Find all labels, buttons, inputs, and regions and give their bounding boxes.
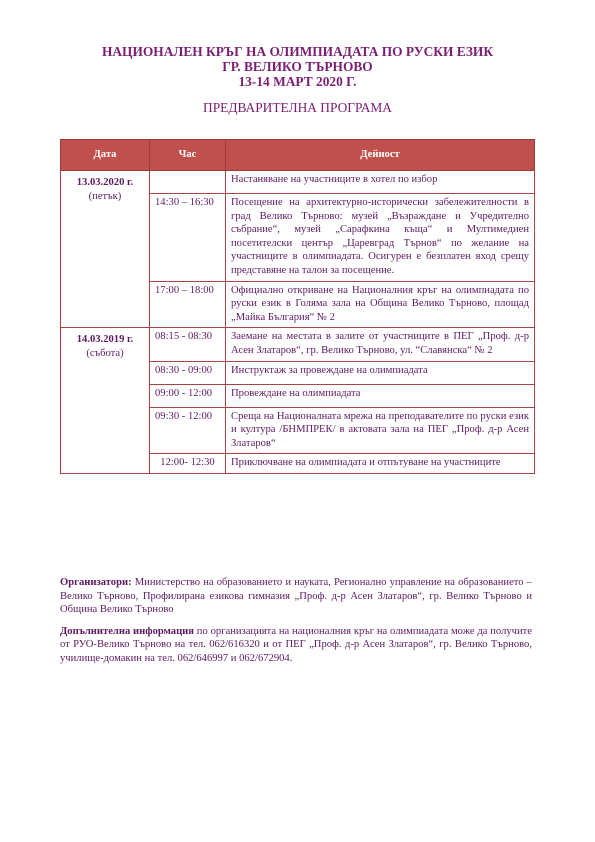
column-header-time: Час — [150, 140, 226, 171]
time-cell: 08:15 - 08:30 — [150, 328, 226, 361]
organizers-text: Министерство на образованието и науката, Регионално управление на образованието – Велико Търново, Профилирана езикова гимназия „Проф. д-р Асен Златаров“, гр. Велико Търново и Община Велико Търново — [60, 577, 532, 616]
time-cell: 17:00 – 18:00 — [150, 281, 226, 328]
title-line-3: 13-14 МАРТ 2020 Г. — [238, 74, 357, 89]
title-line-2: ГР. ВЕЛИКО ТЪРНОВО — [222, 59, 373, 74]
info-label: Допълнителна информация — [60, 625, 195, 637]
time-cell: 09:30 - 12:00 — [150, 407, 226, 454]
time-cell: 12:00- 12:30 — [150, 454, 226, 474]
activity-cell: Посещение на архитектурно-исторически забележителности в град Велико Търново: музей „Възраждане и Учредително събрание“, музей „Сарафкина къща“ и Мултимедиен посетителски център „Царевград Търнов“ по желание на участниците в олимпиадата. Осигурен е безплатен вход срещу представяне на талон за посещение. — [226, 194, 535, 282]
time-cell: 14:30 – 16:30 — [150, 194, 226, 282]
day2-date-cell — [61, 328, 150, 474]
day1-date: 13.03.2020 г. — [76, 177, 134, 188]
title-line-1: НАЦИОНАЛЕН КРЪГ НА ОЛИМПИАДАТА ПО РУСКИ ЕЗИК — [101, 44, 494, 59]
day1-date-cell — [61, 171, 150, 328]
activity-cell: Заемане на местата в залите от участниците в ПЕГ „Проф. д-р Асен Златаров“, гр. Велико Търново, ул. “Славянска“ № 2 — [226, 328, 535, 361]
activity-cell: Среща на Националната мрежа на преподавателите по руски език и култура /БНМПРЕК/ в актовата зала на ПЕГ „Проф. д-р Асен Златаров“ — [226, 407, 535, 454]
activity-cell: Настаняване на участниците в хотел по избор — [226, 171, 535, 194]
table-header-row — [61, 140, 535, 171]
activity-cell: Инструктаж за провеждане на олимпиадата — [226, 361, 535, 384]
day1-weekday: (петък) — [88, 190, 122, 202]
schedule-table — [60, 139, 535, 474]
info-paragraph — [60, 625, 532, 666]
time-cell: 09:00 - 12:00 — [150, 384, 226, 407]
day2-date: 14.03.2019 г. — [76, 334, 134, 346]
column-header-activity: Дейност — [226, 140, 535, 171]
title-block — [0, 44, 595, 89]
program-subtitle: ПРЕДВАРИТЕЛНА ПРОГРАМА — [203, 100, 392, 115]
time-cell: 08:30 - 09:00 — [150, 361, 226, 384]
day2-weekday: (събота) — [86, 347, 124, 359]
info-text: по организацията на националния кръг на олимпиадата може да получите от РУО-Велико Търново на тел. 062/616320 и от ПЕГ „Проф. д-р Асен Златаров“, гр. Велико Търново, училище-домакин на тел. 062/646997 и 062/672904. — [60, 625, 532, 664]
column-header-date: Дата — [61, 140, 150, 171]
table-row — [61, 171, 535, 194]
table-row — [61, 328, 535, 361]
time-cell — [150, 171, 226, 194]
organizers-paragraph — [60, 576, 532, 617]
organizers-label: Организатори: — [60, 577, 132, 588]
activity-cell: Провеждане на олимпиадата — [226, 384, 535, 407]
notes-section — [60, 576, 532, 674]
activity-cell: Официално откриване на Националния кръг на олимпиадата по руски език в Голяма зала на Община Велико Търново, площад „Майка България“ № 2 — [226, 281, 535, 328]
activity-cell: Приключване на олимпиадата и отпътуване на участниците — [226, 454, 535, 474]
